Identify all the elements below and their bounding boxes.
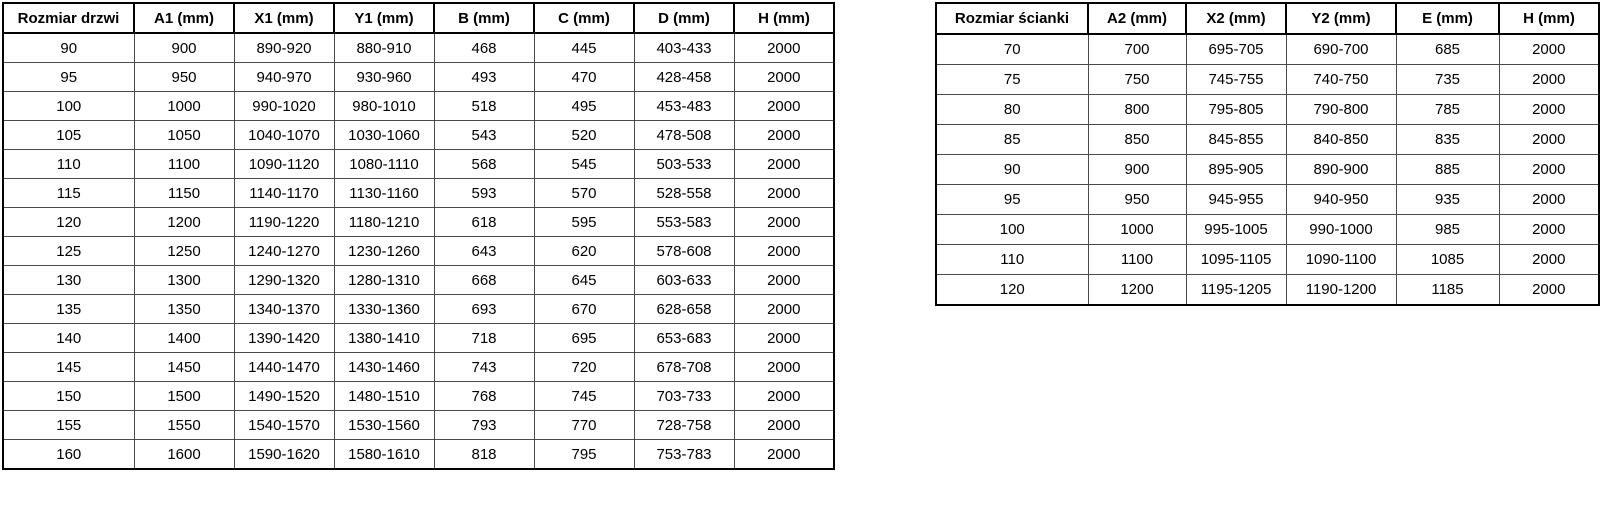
table-cell: 2000 [734, 33, 834, 63]
table-cell: 1190-1220 [234, 208, 334, 237]
table-cell: 940-950 [1286, 185, 1396, 215]
table-cell: 603-633 [634, 266, 734, 295]
table-cell: 670 [534, 295, 634, 324]
column-header: A1 (mm) [134, 3, 234, 33]
column-header: X2 (mm) [1186, 3, 1286, 34]
table-cell: 1590-1620 [234, 440, 334, 470]
column-header: Y2 (mm) [1286, 3, 1396, 34]
table-cell: 720 [534, 353, 634, 382]
table-row [936, 65, 1599, 95]
table-cell: 1095-1105 [1186, 245, 1286, 275]
table-cell: 2000 [1499, 65, 1599, 95]
column-header: C (mm) [534, 3, 634, 33]
table-cell: 685 [1396, 34, 1499, 65]
table-cell: 90 [936, 155, 1088, 185]
table-cell: 2000 [734, 208, 834, 237]
column-header: Y1 (mm) [334, 3, 434, 33]
table-cell: 1000 [134, 92, 234, 121]
table-cell: 1300 [134, 266, 234, 295]
column-header: H (mm) [734, 3, 834, 33]
table-cell: 120 [3, 208, 134, 237]
table-row [936, 185, 1599, 215]
table-cell: 2000 [734, 150, 834, 179]
table-cell: 1000 [1088, 215, 1186, 245]
table-row [3, 411, 834, 440]
table-row [3, 324, 834, 353]
table-cell: 1050 [134, 121, 234, 150]
table-cell: 695 [534, 324, 634, 353]
table-cell: 1230-1260 [334, 237, 434, 266]
table-cell: 2000 [1499, 155, 1599, 185]
table-cell: 1340-1370 [234, 295, 334, 324]
table-row [3, 295, 834, 324]
table-cell: 1500 [134, 382, 234, 411]
table-cell: 1330-1360 [334, 295, 434, 324]
table-cell: 2000 [734, 121, 834, 150]
table-row [3, 382, 834, 411]
table-cell: 835 [1396, 125, 1499, 155]
table-cell: 980-1010 [334, 92, 434, 121]
table-cell: 1490-1520 [234, 382, 334, 411]
table-cell: 1180-1210 [334, 208, 434, 237]
table-cell: 85 [936, 125, 1088, 155]
table-cell: 95 [936, 185, 1088, 215]
table-cell: 518 [434, 92, 534, 121]
table-cell: 135 [3, 295, 134, 324]
table-cell: 790-800 [1286, 95, 1396, 125]
table-cell: 2000 [1499, 275, 1599, 306]
table-cell: 1200 [134, 208, 234, 237]
table-cell: 1090-1100 [1286, 245, 1396, 275]
table-cell: 543 [434, 121, 534, 150]
table-cell: 2000 [734, 92, 834, 121]
column-header: X1 (mm) [234, 3, 334, 33]
table-cell: 740-750 [1286, 65, 1396, 95]
table-cell: 785 [1396, 95, 1499, 125]
table-cell: 768 [434, 382, 534, 411]
table-cell: 1040-1070 [234, 121, 334, 150]
table-cell: 880-910 [334, 33, 434, 63]
table-cell: 478-508 [634, 121, 734, 150]
column-header: Rozmiar drzwi [3, 3, 134, 33]
column-header: E (mm) [1396, 3, 1499, 34]
table-cell: 645 [534, 266, 634, 295]
table-cell: 1280-1310 [334, 266, 434, 295]
table-cell: 160 [3, 440, 134, 470]
table-cell: 445 [534, 33, 634, 63]
table-cell: 1100 [134, 150, 234, 179]
table-cell: 1530-1560 [334, 411, 434, 440]
table-row [3, 237, 834, 266]
table-cell: 2000 [734, 411, 834, 440]
table-cell: 750 [1088, 65, 1186, 95]
table-cell: 1580-1610 [334, 440, 434, 470]
table-cell: 1480-1510 [334, 382, 434, 411]
table-cell: 930-960 [334, 63, 434, 92]
table-cell: 770 [534, 411, 634, 440]
table-cell: 1380-1410 [334, 324, 434, 353]
table-cell: 700 [1088, 34, 1186, 65]
table-row [3, 353, 834, 382]
table-cell: 1085 [1396, 245, 1499, 275]
table-row [3, 266, 834, 295]
table-cell: 900 [134, 33, 234, 63]
column-header: A2 (mm) [1088, 3, 1186, 34]
table-cell: 795 [534, 440, 634, 470]
table-cell: 155 [3, 411, 134, 440]
table-cell: 1390-1420 [234, 324, 334, 353]
table-cell: 1250 [134, 237, 234, 266]
table-cell: 668 [434, 266, 534, 295]
table-cell: 1090-1120 [234, 150, 334, 179]
table-cell: 100 [3, 92, 134, 121]
table-cell: 403-433 [634, 33, 734, 63]
table-cell: 75 [936, 65, 1088, 95]
table-cell: 110 [3, 150, 134, 179]
table-cell: 1140-1170 [234, 179, 334, 208]
table-cell: 2000 [1499, 215, 1599, 245]
table-row [936, 34, 1599, 65]
table-cell: 950 [1088, 185, 1186, 215]
table-cell: 453-483 [634, 92, 734, 121]
table-cell: 2000 [1499, 185, 1599, 215]
table-cell: 2000 [1499, 125, 1599, 155]
table-cell: 1195-1205 [1186, 275, 1286, 306]
table-cell: 2000 [734, 440, 834, 470]
table-cell: 2000 [1499, 245, 1599, 275]
table-cell: 745-755 [1186, 65, 1286, 95]
table-cell: 1130-1160 [334, 179, 434, 208]
table-cell: 1350 [134, 295, 234, 324]
table-cell: 553-583 [634, 208, 734, 237]
door-table-header-row [3, 3, 834, 33]
table-cell: 2000 [734, 324, 834, 353]
table-cell: 940-970 [234, 63, 334, 92]
table-cell: 120 [936, 275, 1088, 306]
table-cell: 2000 [734, 237, 834, 266]
table-cell: 703-733 [634, 382, 734, 411]
table-cell: 1030-1060 [334, 121, 434, 150]
table-cell: 690-700 [1286, 34, 1396, 65]
table-cell: 130 [3, 266, 134, 295]
table-cell: 520 [534, 121, 634, 150]
table-cell: 1290-1320 [234, 266, 334, 295]
table-cell: 593 [434, 179, 534, 208]
table-cell: 95 [3, 63, 134, 92]
table-cell: 743 [434, 353, 534, 382]
table-cell: 1550 [134, 411, 234, 440]
table-row [3, 208, 834, 237]
table-cell: 528-558 [634, 179, 734, 208]
table-cell: 885 [1396, 155, 1499, 185]
column-header: D (mm) [634, 3, 734, 33]
table-cell: 1450 [134, 353, 234, 382]
table-cell: 990-1020 [234, 92, 334, 121]
table-cell: 568 [434, 150, 534, 179]
table-cell: 100 [936, 215, 1088, 245]
table-cell: 653-683 [634, 324, 734, 353]
table-cell: 1240-1270 [234, 237, 334, 266]
table-row [936, 275, 1599, 306]
table-row [936, 95, 1599, 125]
table-cell: 545 [534, 150, 634, 179]
table-cell: 470 [534, 63, 634, 92]
table-cell: 618 [434, 208, 534, 237]
table-cell: 818 [434, 440, 534, 470]
table-cell: 900 [1088, 155, 1186, 185]
table-cell: 2000 [734, 63, 834, 92]
table-cell: 110 [936, 245, 1088, 275]
table-row [936, 125, 1599, 155]
table-cell: 695-705 [1186, 34, 1286, 65]
table-cell: 678-708 [634, 353, 734, 382]
table-cell: 2000 [1499, 34, 1599, 65]
table-cell: 620 [534, 237, 634, 266]
table-cell: 140 [3, 324, 134, 353]
table-cell: 2000 [734, 295, 834, 324]
table-cell: 468 [434, 33, 534, 63]
table-cell: 1600 [134, 440, 234, 470]
table-cell: 1540-1570 [234, 411, 334, 440]
column-header: H (mm) [1499, 3, 1599, 34]
table-cell: 125 [3, 237, 134, 266]
table-row [3, 33, 834, 63]
table-cell: 735 [1396, 65, 1499, 95]
table-cell: 890-920 [234, 33, 334, 63]
table-cell: 1190-1200 [1286, 275, 1396, 306]
column-header: Rozmiar ścianki [936, 3, 1088, 34]
table-row [3, 121, 834, 150]
table-cell: 753-783 [634, 440, 734, 470]
table-cell: 2000 [734, 266, 834, 295]
table-cell: 1440-1470 [234, 353, 334, 382]
table-cell: 145 [3, 353, 134, 382]
table-cell: 2000 [734, 382, 834, 411]
table-cell: 2000 [1499, 95, 1599, 125]
table-row [3, 150, 834, 179]
table-cell: 890-900 [1286, 155, 1396, 185]
table-cell: 628-658 [634, 295, 734, 324]
table-cell: 1400 [134, 324, 234, 353]
table-row [3, 179, 834, 208]
table-cell: 845-855 [1186, 125, 1286, 155]
table-cell: 495 [534, 92, 634, 121]
table-cell: 935 [1396, 185, 1499, 215]
table-row [936, 215, 1599, 245]
table-cell: 728-758 [634, 411, 734, 440]
table-cell: 90 [3, 33, 134, 63]
table-row [3, 92, 834, 121]
table-cell: 1150 [134, 179, 234, 208]
table-cell: 693 [434, 295, 534, 324]
table-row [3, 63, 834, 92]
table-cell: 745 [534, 382, 634, 411]
table-cell: 643 [434, 237, 534, 266]
table-cell: 503-533 [634, 150, 734, 179]
table-cell: 895-905 [1186, 155, 1286, 185]
table-cell: 850 [1088, 125, 1186, 155]
table-cell: 795-805 [1186, 95, 1286, 125]
table-cell: 2000 [734, 179, 834, 208]
table-row [936, 155, 1599, 185]
table-cell: 105 [3, 121, 134, 150]
table-cell: 718 [434, 324, 534, 353]
table-cell: 995-1005 [1186, 215, 1286, 245]
table-cell: 1200 [1088, 275, 1186, 306]
table-cell: 1185 [1396, 275, 1499, 306]
table-cell: 2000 [734, 353, 834, 382]
table-cell: 1430-1460 [334, 353, 434, 382]
table-cell: 70 [936, 34, 1088, 65]
table-cell: 150 [3, 382, 134, 411]
wall-size-table [935, 2, 1600, 306]
table-cell: 80 [936, 95, 1088, 125]
table-cell: 570 [534, 179, 634, 208]
table-cell: 578-608 [634, 237, 734, 266]
table-cell: 950 [134, 63, 234, 92]
table-cell: 800 [1088, 95, 1186, 125]
wall-table-header-row [936, 3, 1599, 34]
table-row [3, 440, 834, 470]
table-cell: 1100 [1088, 245, 1186, 275]
door-size-table [2, 2, 835, 470]
table-cell: 990-1000 [1286, 215, 1396, 245]
table-cell: 793 [434, 411, 534, 440]
table-row [936, 245, 1599, 275]
table-cell: 595 [534, 208, 634, 237]
table-cell: 985 [1396, 215, 1499, 245]
table-cell: 428-458 [634, 63, 734, 92]
column-header: B (mm) [434, 3, 534, 33]
table-cell: 115 [3, 179, 134, 208]
table-cell: 1080-1110 [334, 150, 434, 179]
table-cell: 840-850 [1286, 125, 1396, 155]
table-cell: 945-955 [1186, 185, 1286, 215]
table-cell: 493 [434, 63, 534, 92]
